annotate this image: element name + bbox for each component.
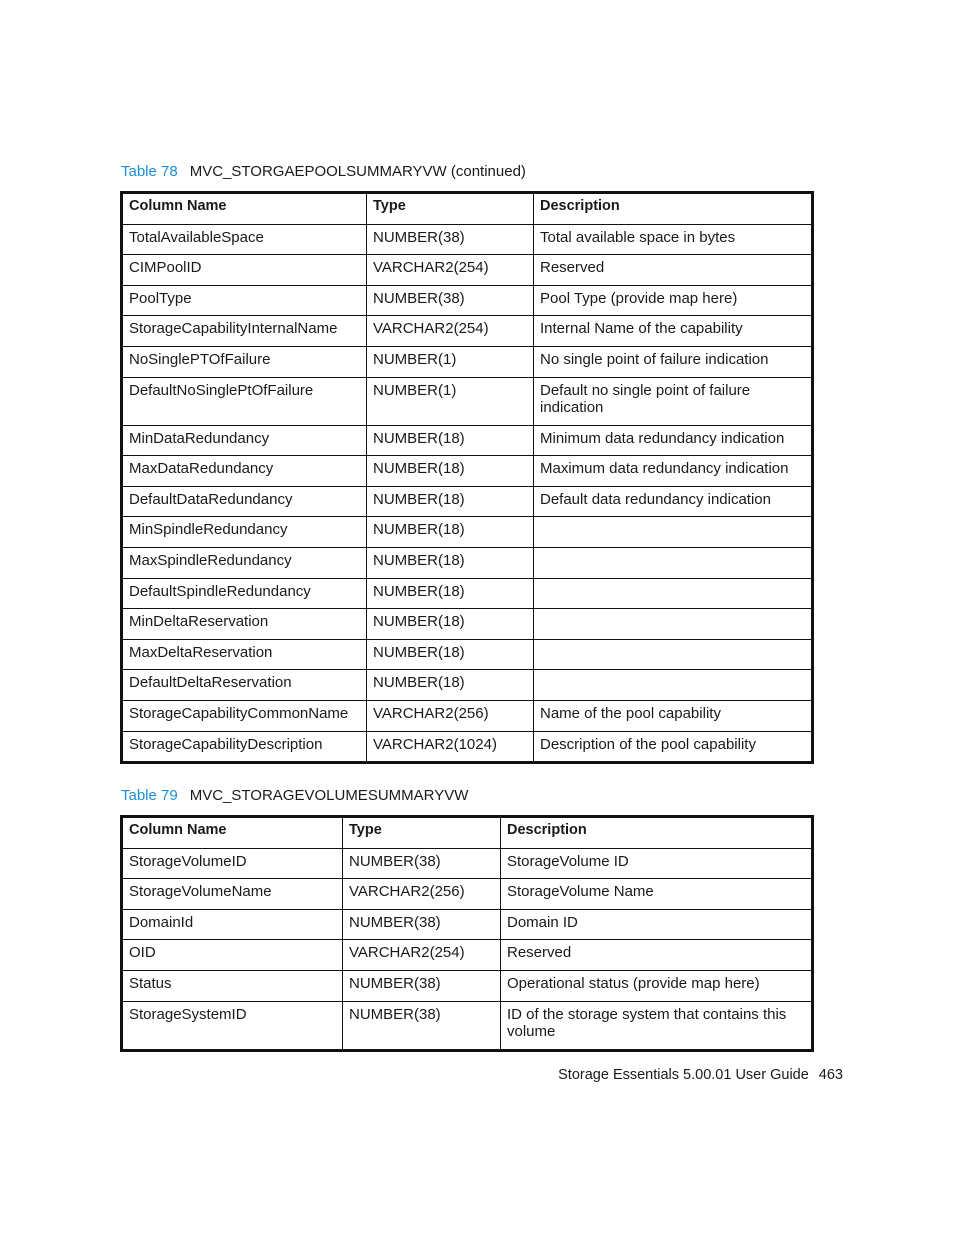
cell-column-name: MaxSpindleRedundancy: [122, 547, 367, 578]
cell-column-name: MinDataRedundancy: [122, 425, 367, 456]
table-78-caption: [121, 163, 526, 181]
header-type: Type: [343, 817, 501, 849]
header-type: Type: [367, 193, 534, 225]
table-78-title: MVC_STORGAEPOOLSUMMARYVW (continued): [189, 163, 526, 180]
cell-description: Internal Name of the capability: [534, 316, 813, 347]
cell-column-name: DefaultSpindleRedundancy: [122, 578, 367, 609]
cell-type: NUMBER(1): [367, 346, 534, 377]
cell-type: NUMBER(18): [367, 609, 534, 640]
table-row: [122, 425, 813, 456]
cell-type: NUMBER(38): [343, 970, 501, 1001]
cell-description: [534, 578, 813, 609]
cell-column-name: StorageCapabilityInternalName: [122, 316, 367, 347]
table-row: [122, 346, 813, 377]
cell-type: NUMBER(38): [343, 909, 501, 940]
cell-type: NUMBER(18): [367, 639, 534, 670]
table-row: [122, 224, 813, 255]
table-row: [122, 285, 813, 316]
cell-type: VARCHAR2(254): [367, 255, 534, 286]
table-header-row: [122, 193, 813, 225]
cell-column-name: StorageVolumeName: [122, 879, 343, 910]
cell-column-name: OID: [122, 940, 343, 971]
cell-column-name: DefaultDataRedundancy: [122, 486, 367, 517]
cell-column-name: TotalAvailableSpace: [122, 224, 367, 255]
cell-column-name: StorageVolumeID: [122, 848, 343, 879]
table-row: [122, 578, 813, 609]
cell-column-name: CIMPoolID: [122, 255, 367, 286]
cell-column-name: MinDeltaReservation: [122, 609, 367, 640]
cell-type: NUMBER(38): [367, 285, 534, 316]
table-row: [122, 377, 813, 425]
cell-description: Default no single point of failure indication: [534, 377, 813, 425]
cell-type: NUMBER(18): [367, 456, 534, 487]
table-row: [122, 970, 813, 1001]
table-header-row: [122, 817, 813, 849]
table-row: [122, 486, 813, 517]
page-number: 463: [818, 1067, 843, 1083]
cell-description: Domain ID: [501, 909, 813, 940]
header-description: Description: [501, 817, 813, 849]
cell-description: Maximum data redundancy indication: [534, 456, 813, 487]
cell-description: [534, 609, 813, 640]
cell-type: VARCHAR2(254): [367, 316, 534, 347]
cell-description: Reserved: [534, 255, 813, 286]
cell-description: Description of the pool capability: [534, 731, 813, 763]
cell-description: No single point of failure indication: [534, 346, 813, 377]
cell-description: Name of the pool capability: [534, 700, 813, 731]
cell-type: NUMBER(18): [367, 486, 534, 517]
cell-description: [534, 547, 813, 578]
table-78: [120, 191, 814, 764]
cell-type: VARCHAR2(256): [367, 700, 534, 731]
table-row: [122, 255, 813, 286]
cell-description: Minimum data redundancy indication: [534, 425, 813, 456]
cell-column-name: StorageCapabilityDescription: [122, 731, 367, 763]
header-column-name: Column Name: [122, 193, 367, 225]
cell-type: NUMBER(18): [367, 547, 534, 578]
cell-column-name: Status: [122, 970, 343, 1001]
table-row: [122, 909, 813, 940]
cell-column-name: DefaultNoSinglePtOfFailure: [122, 377, 367, 425]
cell-description: [534, 639, 813, 670]
cell-column-name: DomainId: [122, 909, 343, 940]
cell-type: VARCHAR2(254): [343, 940, 501, 971]
cell-type: NUMBER(1): [367, 377, 534, 425]
cell-column-name: PoolType: [122, 285, 367, 316]
cell-type: NUMBER(18): [367, 425, 534, 456]
header-description: Description: [534, 193, 813, 225]
cell-column-name: StorageSystemID: [122, 1001, 343, 1050]
table-row: [122, 731, 813, 763]
table-78-label: Table 78: [121, 163, 178, 180]
cell-column-name: StorageCapabilityCommonName: [122, 700, 367, 731]
cell-description: StorageVolume Name: [501, 879, 813, 910]
table-row: [122, 316, 813, 347]
cell-description: Pool Type (provide map here): [534, 285, 813, 316]
cell-type: VARCHAR2(1024): [367, 731, 534, 763]
table-row: [122, 517, 813, 548]
table-row: [122, 700, 813, 731]
cell-type: NUMBER(38): [343, 848, 501, 879]
cell-description: Reserved: [501, 940, 813, 971]
table-row: [122, 848, 813, 879]
table-row: [122, 456, 813, 487]
cell-description: [534, 517, 813, 548]
cell-description: Default data redundancy indication: [534, 486, 813, 517]
cell-description: Total available space in bytes: [534, 224, 813, 255]
cell-type: NUMBER(38): [343, 1001, 501, 1050]
cell-description: Operational status (provide map here): [501, 970, 813, 1001]
cell-column-name: MaxDataRedundancy: [122, 456, 367, 487]
cell-type: NUMBER(18): [367, 517, 534, 548]
page-footer: [558, 1067, 843, 1083]
cell-column-name: DefaultDeltaReservation: [122, 670, 367, 701]
cell-type: NUMBER(38): [367, 224, 534, 255]
cell-description: StorageVolume ID: [501, 848, 813, 879]
cell-type: NUMBER(18): [367, 578, 534, 609]
cell-description: ID of the storage system that contains this volume: [501, 1001, 813, 1050]
header-column-name: Column Name: [122, 817, 343, 849]
table-row: [122, 1001, 813, 1050]
table-row: [122, 547, 813, 578]
footer-guide-title: Storage Essentials 5.00.01 User Guide: [558, 1067, 809, 1083]
cell-type: VARCHAR2(256): [343, 879, 501, 910]
table-row: [122, 639, 813, 670]
cell-type: NUMBER(18): [367, 670, 534, 701]
cell-description: [534, 670, 813, 701]
table-79-title: MVC_STORAGEVOLUMESUMMARYVW: [189, 787, 469, 804]
table-79-label: Table 79: [121, 787, 178, 804]
table-row: [122, 940, 813, 971]
table-79-caption: [121, 787, 468, 805]
cell-column-name: MinSpindleRedundancy: [122, 517, 367, 548]
table-row: [122, 879, 813, 910]
cell-column-name: NoSinglePTOfFailure: [122, 346, 367, 377]
table-row: [122, 670, 813, 701]
table-row: [122, 609, 813, 640]
table-79: [120, 815, 814, 1052]
cell-column-name: MaxDeltaReservation: [122, 639, 367, 670]
